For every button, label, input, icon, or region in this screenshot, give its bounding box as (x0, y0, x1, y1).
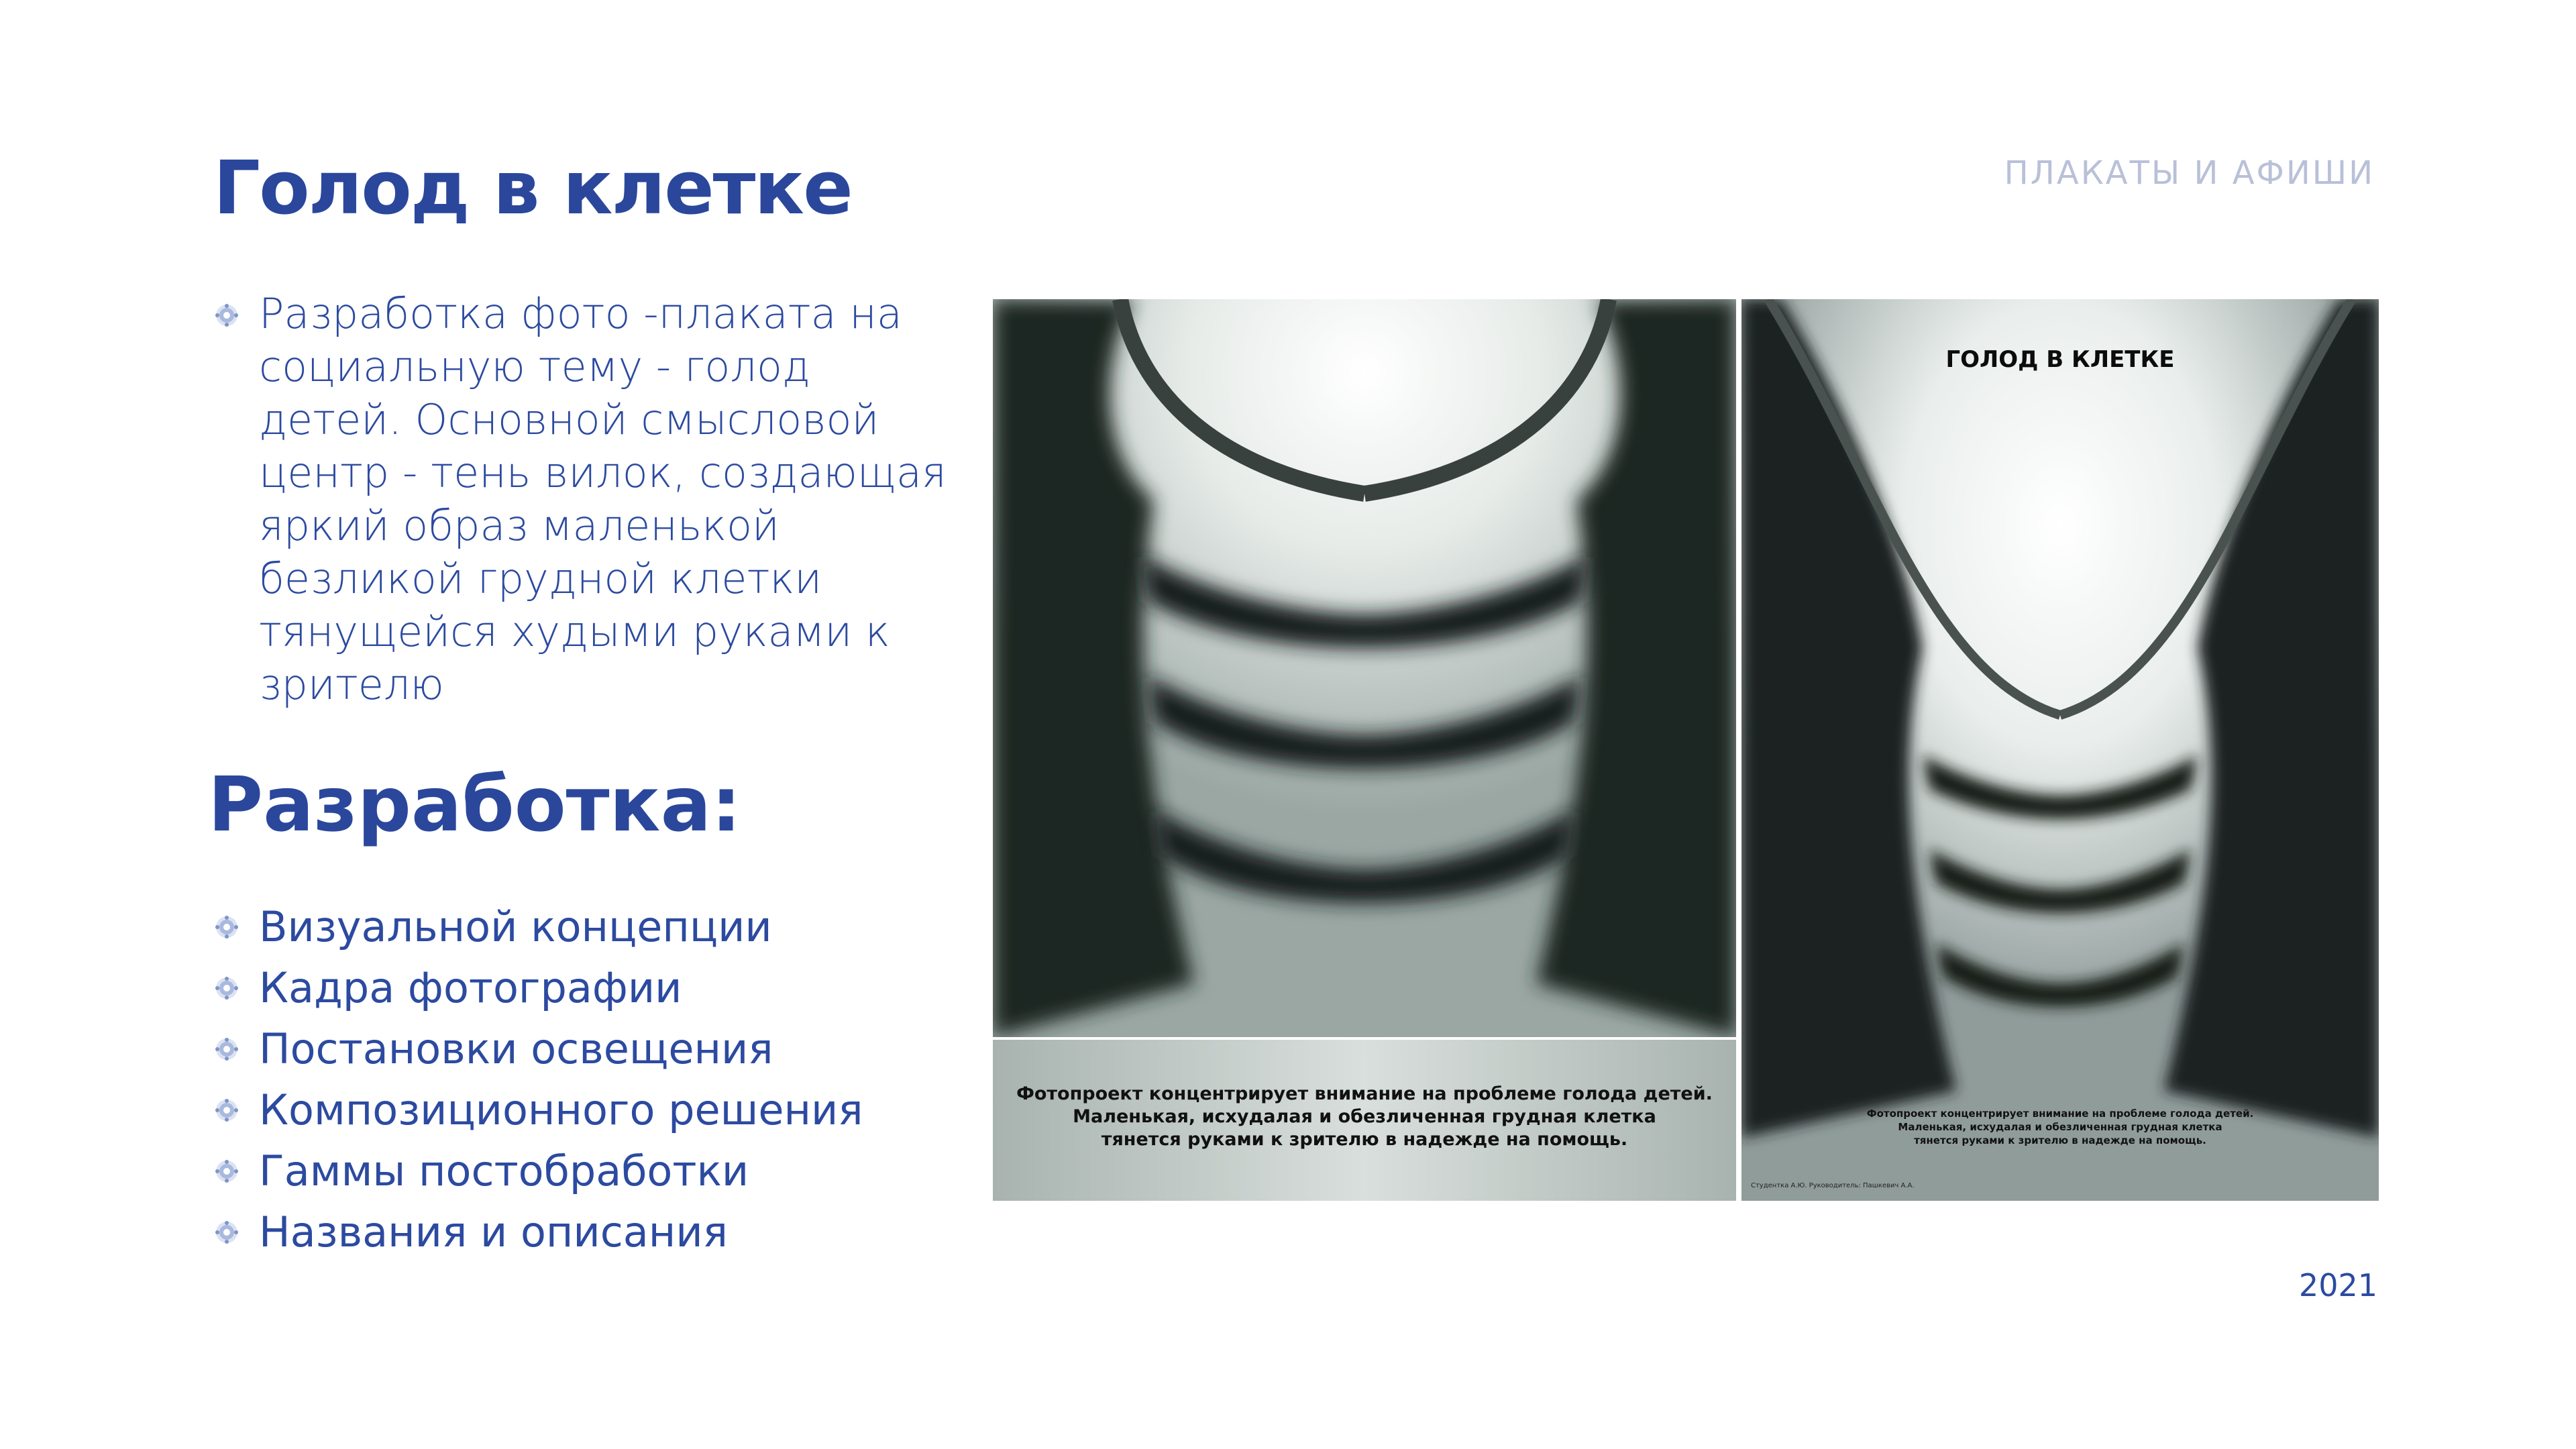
snowflake-bullet-icon (213, 1219, 240, 1246)
description-text: Разработка фото -плаката на социальную тему - голод детей. Основной смысловой центр - тень вилок, создающая яркий образ маленькой безликой грудной клетки тянущейся худыми руками к зрителю (259, 289, 947, 709)
caption-line: Маленькая, исхудалая и обезличенная грудная клетка (1898, 1121, 2222, 1133)
list-item-label: Визуальной концепции (259, 902, 772, 951)
year-label: 2021 (2298, 1267, 2377, 1303)
list-item-label: Композиционного решения (259, 1085, 863, 1134)
snowflake-bullet-icon (213, 1158, 240, 1185)
page-title: Голод в клетке (213, 145, 852, 231)
list-item-label: Названия и описания (259, 1208, 728, 1256)
fork-shadow-photo (1741, 299, 2379, 1201)
poster-right (1741, 299, 2379, 1201)
list-item (213, 1079, 863, 1140)
section-category: ПЛАКАТЫ И АФИШИ (2004, 154, 2375, 192)
development-heading: Разработка: (208, 761, 741, 849)
snowflake-bullet-icon (213, 1097, 240, 1124)
list-item-label: Постановки освещения (259, 1024, 773, 1073)
list-item (213, 1201, 863, 1263)
snowflake-bullet-icon (213, 1036, 240, 1063)
poster-left (993, 299, 1736, 1201)
caption-line: тянется руками к зрителю в надежде на помощь. (1914, 1134, 2206, 1146)
poster-left-caption (993, 1083, 1736, 1151)
list-item (213, 1140, 863, 1201)
list-item (213, 896, 863, 957)
snowflake-bullet-icon (213, 914, 240, 941)
fork-shadow-photo (993, 299, 1736, 1037)
list-item (213, 1018, 863, 1079)
list-item-label: Кадра фотографии (259, 963, 682, 1012)
caption-line: Фотопроект концентрирует внимание на проблеме голода детей. (1866, 1108, 2254, 1120)
caption-line: Маленькая, исхудалая и обезличенная грудная клетка (1073, 1106, 1656, 1127)
poster-title: ГОЛОД В КЛЕТКЕ (1945, 346, 2175, 373)
snowflake-bullet-icon (213, 975, 240, 1002)
list-item (213, 957, 863, 1018)
poster-credits: Студентка А.Ю. Руководитель: Пашкевич А.А. (1751, 1182, 1915, 1189)
development-list (213, 896, 863, 1263)
snowflake-bullet-icon (213, 302, 240, 329)
description-block (213, 287, 951, 711)
caption-line: тянется руками к зрителю в надежде на помощь. (1101, 1129, 1628, 1150)
caption-line: Фотопроект концентрирует внимание на проблеме голода детей. (1016, 1083, 1713, 1104)
poster-right-caption (1741, 1107, 2379, 1147)
list-item-label: Гаммы постобработки (259, 1146, 749, 1195)
